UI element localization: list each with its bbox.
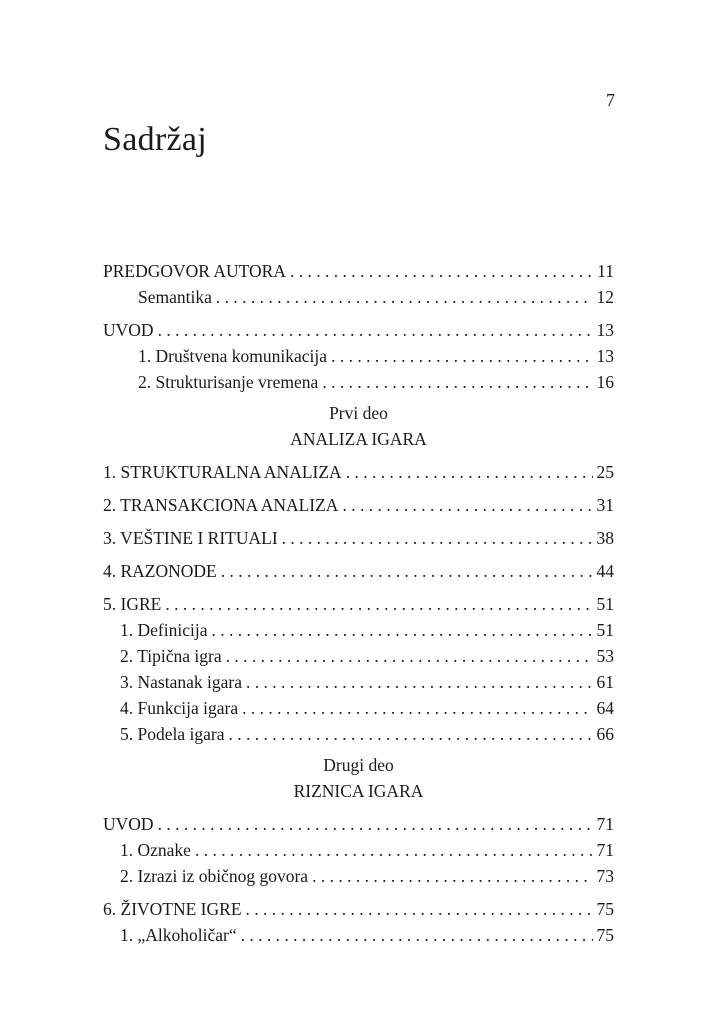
toc-entry-drustvena-komunikacija[interactable]: [103, 343, 614, 369]
toc-entry-label: 1. Definicija: [120, 620, 208, 640]
toc-entry-label: 4. Funkcija igara: [120, 698, 239, 718]
toc-entry-nastanak-igara[interactable]: [103, 669, 614, 695]
toc-entry-zivotne-igre[interactable]: [103, 896, 614, 922]
part-label: Prvi deo: [329, 403, 388, 423]
toc-entry-uvod-2[interactable]: [103, 811, 614, 837]
toc-entry-strukturalna-analiza[interactable]: [103, 459, 614, 485]
toc-entry-label: 5. Podela igara: [120, 724, 225, 744]
toc-entry-label: 2. Izrazi iz običnog govora: [120, 866, 309, 886]
toc-entry-vestine-i-rituali[interactable]: [103, 525, 614, 551]
toc-entry-page: 75: [596, 925, 614, 945]
dot-leader: [228, 721, 592, 747]
toc-entry-page: 31: [596, 495, 614, 515]
toc-entry-label: 3. Nastanak igara: [120, 672, 242, 692]
toc-entry-page: 11: [597, 261, 614, 281]
toc-entry-label: 1. STRUKTURALNA ANALIZA: [103, 462, 342, 482]
toc-entry-page: 53: [596, 646, 614, 666]
toc-entry-page: 25: [596, 462, 614, 482]
toc-entry-page: 16: [596, 372, 614, 392]
dot-leader: [290, 258, 593, 284]
toc-entry-label: 6. ŽIVOTNE IGRE: [103, 899, 242, 919]
dot-leader: [165, 591, 592, 617]
toc-entry-label: 2. Strukturisanje vremena: [138, 372, 319, 392]
toc-entry-igre[interactable]: [103, 591, 614, 617]
dot-leader: [226, 643, 593, 669]
part-heading-1: [103, 400, 614, 452]
dot-leader: [195, 837, 593, 863]
toc-entry-oznake[interactable]: [103, 837, 614, 863]
page-number: 7: [606, 90, 615, 110]
dot-leader: [246, 669, 593, 695]
toc-entry-page: 51: [596, 594, 614, 614]
toc-entry-label: 1. Oznake: [120, 840, 191, 860]
page-title: Sadržaj: [103, 121, 208, 158]
table-of-contents: [103, 258, 614, 948]
toc-entry-label: UVOD: [103, 320, 154, 340]
dot-leader: [211, 617, 592, 643]
dot-leader: [241, 922, 593, 948]
dot-leader: [312, 863, 592, 889]
dot-leader: [342, 492, 592, 518]
toc-entry-page: 61: [596, 672, 614, 692]
dot-leader: [331, 343, 592, 369]
toc-entry-label: UVOD: [103, 814, 154, 834]
toc-entry-page: 44: [596, 561, 614, 581]
toc-entry-podela-igara[interactable]: [103, 721, 614, 747]
toc-entry-page: 13: [596, 346, 614, 366]
toc-entry-label: 2. Tipična igra: [120, 646, 222, 666]
dot-leader: [242, 695, 592, 721]
toc-entry-funkcija-igara[interactable]: [103, 695, 614, 721]
toc-entry-tipicna-igra[interactable]: [103, 643, 614, 669]
part-label: Drugi deo: [323, 755, 394, 775]
toc-entry-page: 51: [596, 620, 614, 640]
part-heading-2: [103, 752, 614, 804]
toc-entry-page: 64: [596, 698, 614, 718]
part-title: ANALIZA IGARA: [290, 429, 427, 449]
part-title: RIZNICA IGARA: [293, 781, 424, 801]
dot-leader: [221, 558, 593, 584]
toc-entry-label: 4. RAZONODE: [103, 561, 217, 581]
toc-entry-strukturisanje-vremena[interactable]: [103, 369, 614, 395]
dot-leader: [346, 459, 593, 485]
toc-entry-semantika[interactable]: [103, 284, 614, 310]
toc-entry-page: 73: [596, 866, 614, 886]
dot-leader: [158, 811, 593, 837]
toc-entry-page: 71: [596, 814, 614, 834]
dot-leader: [322, 369, 592, 395]
toc-entry-uvod[interactable]: [103, 317, 614, 343]
dot-leader: [158, 317, 593, 343]
toc-entry-label: 3. VEŠTINE I RITUALI: [103, 528, 278, 548]
dot-leader: [246, 896, 593, 922]
toc-entry-label: Semantika: [138, 287, 212, 307]
dot-leader: [216, 284, 593, 310]
toc-entry-page: 66: [596, 724, 614, 744]
toc-entry-alkoholicar[interactable]: [103, 922, 614, 948]
toc-entry-label: 5. IGRE: [103, 594, 162, 614]
toc-entry-page: 71: [596, 840, 614, 860]
toc-entry-page: 38: [596, 528, 614, 548]
toc-entry-label: 1. Društvena komunikacija: [138, 346, 328, 366]
toc-entry-predgovor[interactable]: [103, 258, 614, 284]
toc-entry-page: 13: [596, 320, 614, 340]
toc-entry-izrazi[interactable]: [103, 863, 614, 889]
toc-entry-page: 12: [596, 287, 614, 307]
toc-entry-definicija[interactable]: [103, 617, 614, 643]
toc-entry-label: 2. TRANSAKCIONA ANALIZA: [103, 495, 339, 515]
toc-entry-page: 75: [596, 899, 614, 919]
toc-entry-transakciona-analiza[interactable]: [103, 492, 614, 518]
dot-leader: [282, 525, 593, 551]
toc-entry-label: 1. „Alkoholičar“: [120, 925, 237, 945]
toc-entry-label: PREDGOVOR AUTORA: [103, 261, 286, 281]
toc-entry-razonode[interactable]: [103, 558, 614, 584]
